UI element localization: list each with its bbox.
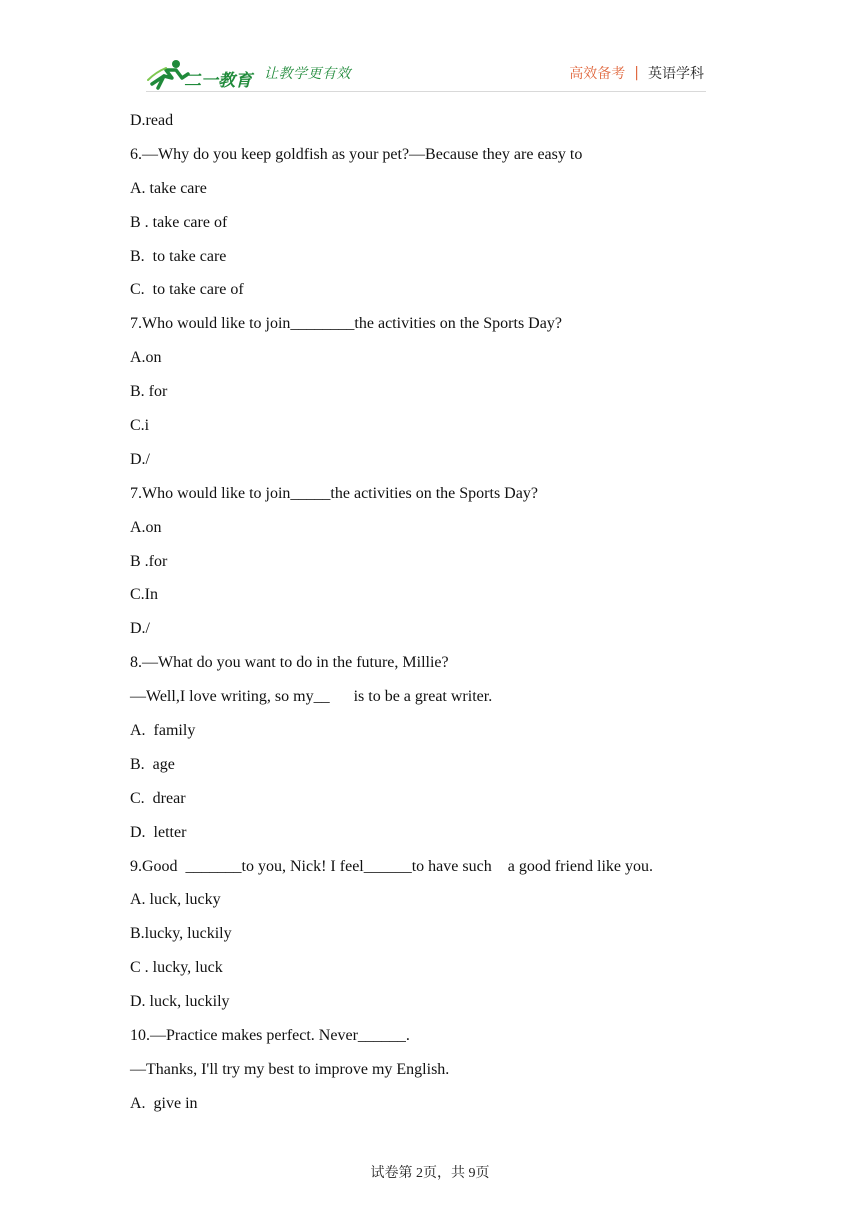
text-line: 9.Good _______to you, Nick! I feel______to have such a good friend like you. [130, 857, 654, 875]
text-line: B. to take care [130, 247, 227, 265]
header-separator: | [634, 65, 639, 81]
text-line: C. drear [130, 789, 186, 807]
brand-logo [146, 58, 258, 92]
logo-text: 二一教育 [184, 71, 252, 91]
text-line: D. luck, luckily [130, 993, 230, 1011]
page-footer: 试卷第 2页，共 9页 [370, 1166, 490, 1181]
exam-content [130, 104, 730, 1121]
text-line: D./ [130, 450, 150, 468]
text-line: 7.Who would like to join________the activities on the Sports Day? [130, 315, 562, 333]
text-line: A. take care [130, 179, 207, 197]
header-tags [569, 63, 704, 83]
header-rule [146, 91, 706, 92]
text-line: A. luck, lucky [130, 891, 221, 909]
text-line: B. for [130, 383, 168, 401]
text-line: C.In [130, 586, 158, 604]
slogan: 让教学更有效 [264, 66, 351, 82]
text-line: D.read [130, 112, 174, 129]
text-line: B. age [130, 755, 175, 773]
text-line: 6.—Why do you keep goldfish as your pet?—Because they are easy to [130, 145, 583, 163]
text-line: D./ [130, 620, 150, 638]
text-line: 8.—What do you want to do in the future, Millie? [130, 654, 449, 672]
text-line: C.i [130, 417, 150, 435]
text-line: D. letter [130, 823, 187, 841]
text-line: C. to take care of [130, 281, 244, 299]
text-line: 7.Who would like to join_____the activities on the Sports Day? [130, 484, 538, 502]
text-line: A. give in [130, 1094, 198, 1112]
text-line: —Well,I love writing, so my__ is to be a great writer. [130, 688, 493, 706]
text-line: 10.—Practice makes perfect. Never______. [130, 1027, 410, 1045]
text-line: B . take care of [130, 213, 228, 231]
text-line: A.on [130, 349, 162, 367]
page-header [0, 0, 860, 100]
text-line: B .for [130, 552, 168, 570]
text-line: A.on [130, 518, 162, 536]
text-line: B.lucky, luckily [130, 925, 232, 943]
subject-tag: 英语学科 [648, 66, 704, 82]
exam-tag: 高效备考 [569, 66, 626, 82]
text-line: C . lucky, luck [130, 959, 223, 977]
text-line: —Thanks, I'll try my best to improve my English. [130, 1060, 450, 1078]
text-line: A. family [130, 722, 196, 740]
